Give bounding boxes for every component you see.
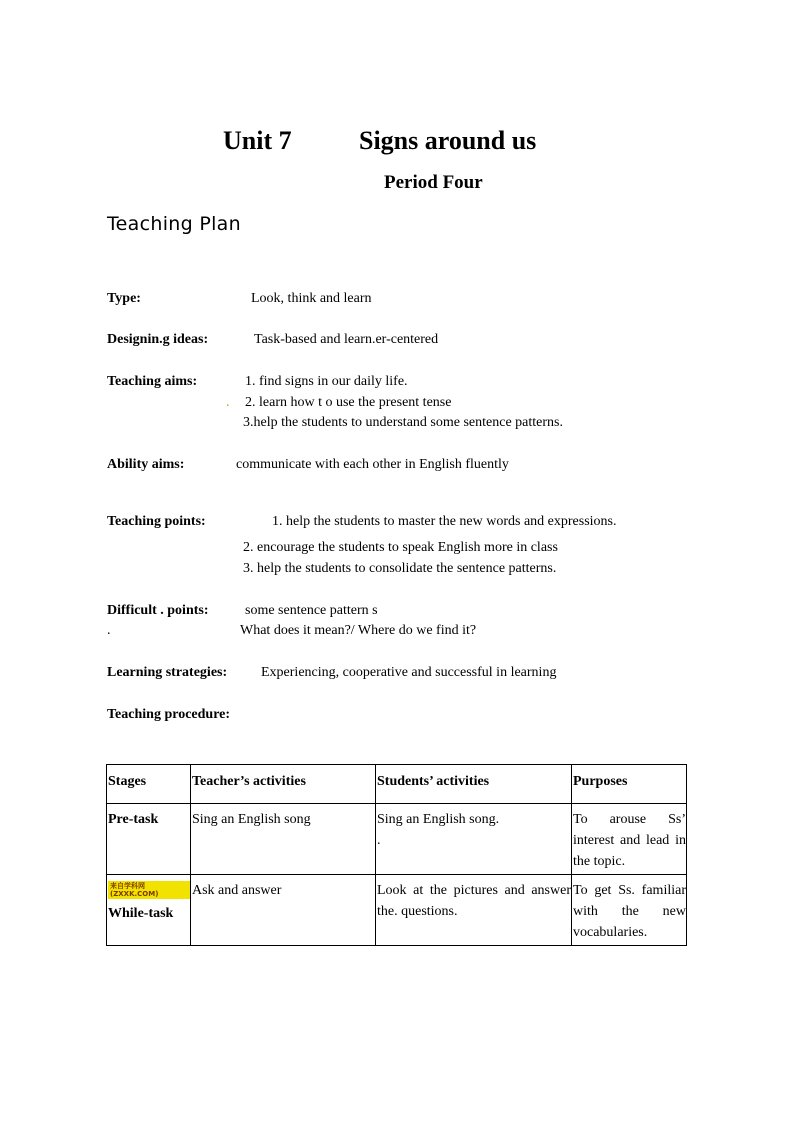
procedure-table (106, 764, 687, 946)
teaching-aims-label: Teaching aims: (107, 374, 198, 389)
teaching-aim-2: 2. learn how t o use the present tense (245, 395, 452, 410)
stage-label: While-task (108, 906, 174, 921)
header-students-activities: Students’ activities (376, 765, 572, 804)
ability-aims-value: communicate with each other in English fluently (236, 457, 509, 472)
purpose-cell: To arouse Ss’ interest and lead in the topic. (572, 804, 687, 875)
plan-heading: Teaching Plan (107, 213, 241, 235)
teacher-activity-cell: Ask and answer (191, 875, 376, 946)
type-label: Type: (107, 291, 141, 306)
teaching-points-label: Teaching points: (107, 514, 206, 529)
watermark-badge: 来自学科网(ZXXK.COM) (108, 881, 190, 899)
stray-period: . (377, 833, 381, 848)
period-title: Period Four (384, 172, 483, 193)
difficult-point-2: What does it mean?/ Where do we find it? (240, 623, 477, 638)
header-stages: Stages (107, 765, 191, 804)
teaching-point-1: 1. help the students to master the new words and expressions. (272, 514, 617, 529)
table-row (107, 875, 687, 946)
ability-aims-label: Ability aims: (107, 457, 185, 472)
stage-cell (107, 875, 191, 946)
table-row (107, 804, 687, 875)
difficult-points-label: Difficult . points: (107, 603, 209, 618)
purpose-cell: To get Ss. familiar with the new vocabularies. (572, 875, 687, 946)
difficult-point-1: some sentence pattern s (245, 603, 378, 618)
student-activity-text: Sing an English song. (377, 812, 500, 827)
student-activity-cell (376, 804, 572, 875)
stage-cell: Pre-task (107, 804, 191, 875)
type-value: Look, think and learn (251, 291, 372, 306)
procedure-label: Teaching procedure: (107, 707, 231, 722)
table-header-row (107, 765, 687, 804)
header-purposes: Purposes (572, 765, 687, 804)
teacher-activity-cell: Sing an English song (191, 804, 376, 875)
unit-title: Unit 7 (223, 126, 292, 155)
teaching-aim-1: 1. find signs in our daily life. (245, 374, 408, 389)
designing-label: Designin.g ideas: (107, 332, 209, 347)
designing-value: Task-based and learn.er-centered (254, 332, 439, 347)
stray-dot: . (226, 395, 230, 410)
teaching-aim-3: 3.help the students to understand some sentence patterns. (243, 415, 563, 430)
teaching-point-3: 3. help the students to consolidate the sentence patterns. (243, 561, 557, 576)
learning-strategies-label: Learning strategies: (107, 665, 228, 680)
student-activity-cell: Look at the pictures and answer the. questions. (376, 875, 572, 946)
topic-title: Signs around us (359, 126, 537, 155)
header-teacher-activities: Teacher’s activities (191, 765, 376, 804)
stray-period: . (107, 623, 111, 638)
teaching-point-2: 2. encourage the students to speak English more in class (243, 540, 558, 555)
learning-strategies-value: Experiencing, cooperative and successful in learning (261, 665, 557, 680)
